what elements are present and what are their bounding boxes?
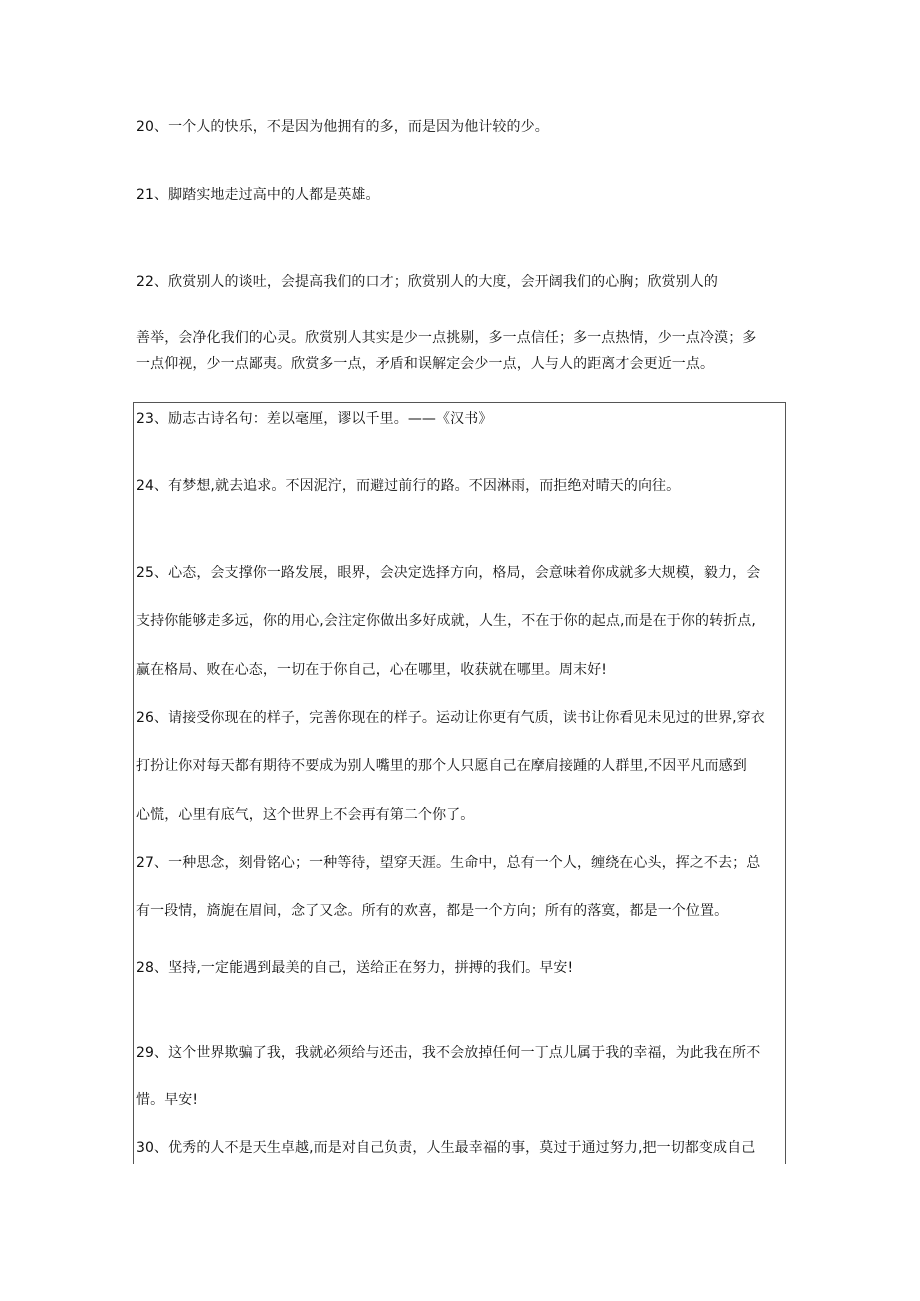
paragraph-28-line-1: 28、坚持,一定能遇到最美的自己，送给正在努力，拼搏的我们。早安! [136, 960, 574, 976]
paragraph-25-line-3: 赢在格局、败在心态，一切在于你自己，心在哪里，收获就在哪里。周末好! [136, 662, 608, 678]
paragraph-24-line-1: 24、有梦想,就去追求。不因泥泞，而避过前行的路。不因淋雨，而拒绝对晴天的向往。 [136, 478, 681, 494]
paragraph-29-line-2: 惜。早安! [136, 1092, 199, 1108]
paragraph-30-line-1: 30、优秀的人不是天生卓越,而是对自己负责，人生最幸福的事，莫过于通过努力,把一切都变成自己 [136, 1140, 756, 1156]
paragraph-27-line-1: 27、一种思念，刻骨铭心；一种等待，望穿天涯。生命中，总有一个人，缠绕在心头，挥之不去；总 [136, 855, 761, 871]
paragraph-26-line-2: 打扮让你对每天都有期待不要成为别人嘴里的那个人只愿自己在摩肩接踵的人群里,不因平凡而感到 [136, 758, 747, 774]
paragraph-29-line-1: 29、这个世界欺骗了我，我就必须给与还击，我不会放掉任何一丁点儿属于我的幸福，为此我在所不 [136, 1045, 761, 1061]
paragraph-23-line-1: 23、励志古诗名句：差以毫厘，谬以千里。——《汉书》 [136, 411, 493, 427]
paragraph-22-line-2: 善举，会净化我们的心灵。欣赏别人其实是少一点挑剔，多一点信任；多一点热情，少一点冷漠；多 [136, 330, 757, 346]
paragraph-25-line-1: 25、心态，会支撑你一路发展，眼界，会决定选择方向，格局，会意味着你成就多大规模，毅力，会 [136, 565, 761, 581]
paragraph-22-line-3: 一点仰视，少一点鄙夷。欣赏多一点，矛盾和误解定会少一点，人与人的距离才会更近一点。 [136, 356, 715, 372]
paragraph-27-line-2: 有一段情，旖旎在眉间，念了又念。所有的欢喜，都是一个方向；所有的落寞，都是一个位置。 [136, 903, 729, 919]
paragraph-20-line-1: 20、一个人的快乐，不是因为他拥有的多，而是因为他计较的少。 [136, 119, 549, 135]
paragraph-26-line-1: 26、请接受你现在的样子，完善你现在的样子。运动让你更有气质，读书让你看见未见过的世界,穿衣 [136, 710, 765, 726]
paragraph-26-line-3: 心慌，心里有底气，这个世界上不会再有第二个你了。 [136, 807, 475, 823]
paragraph-25-line-2: 支持你能够走多远，你的用心,会注定你做出多好成就，人生，不在于你的起点,而是在于你的转折点, [136, 613, 756, 629]
paragraph-22-line-1: 22、欣赏别人的谈吐，会提高我们的口才；欣赏别人的大度，会开阔我们的心胸；欣赏别人的 [136, 274, 719, 290]
paragraph-21-line-1: 21、脚踏实地走过高中的人都是英雄。 [136, 187, 380, 203]
